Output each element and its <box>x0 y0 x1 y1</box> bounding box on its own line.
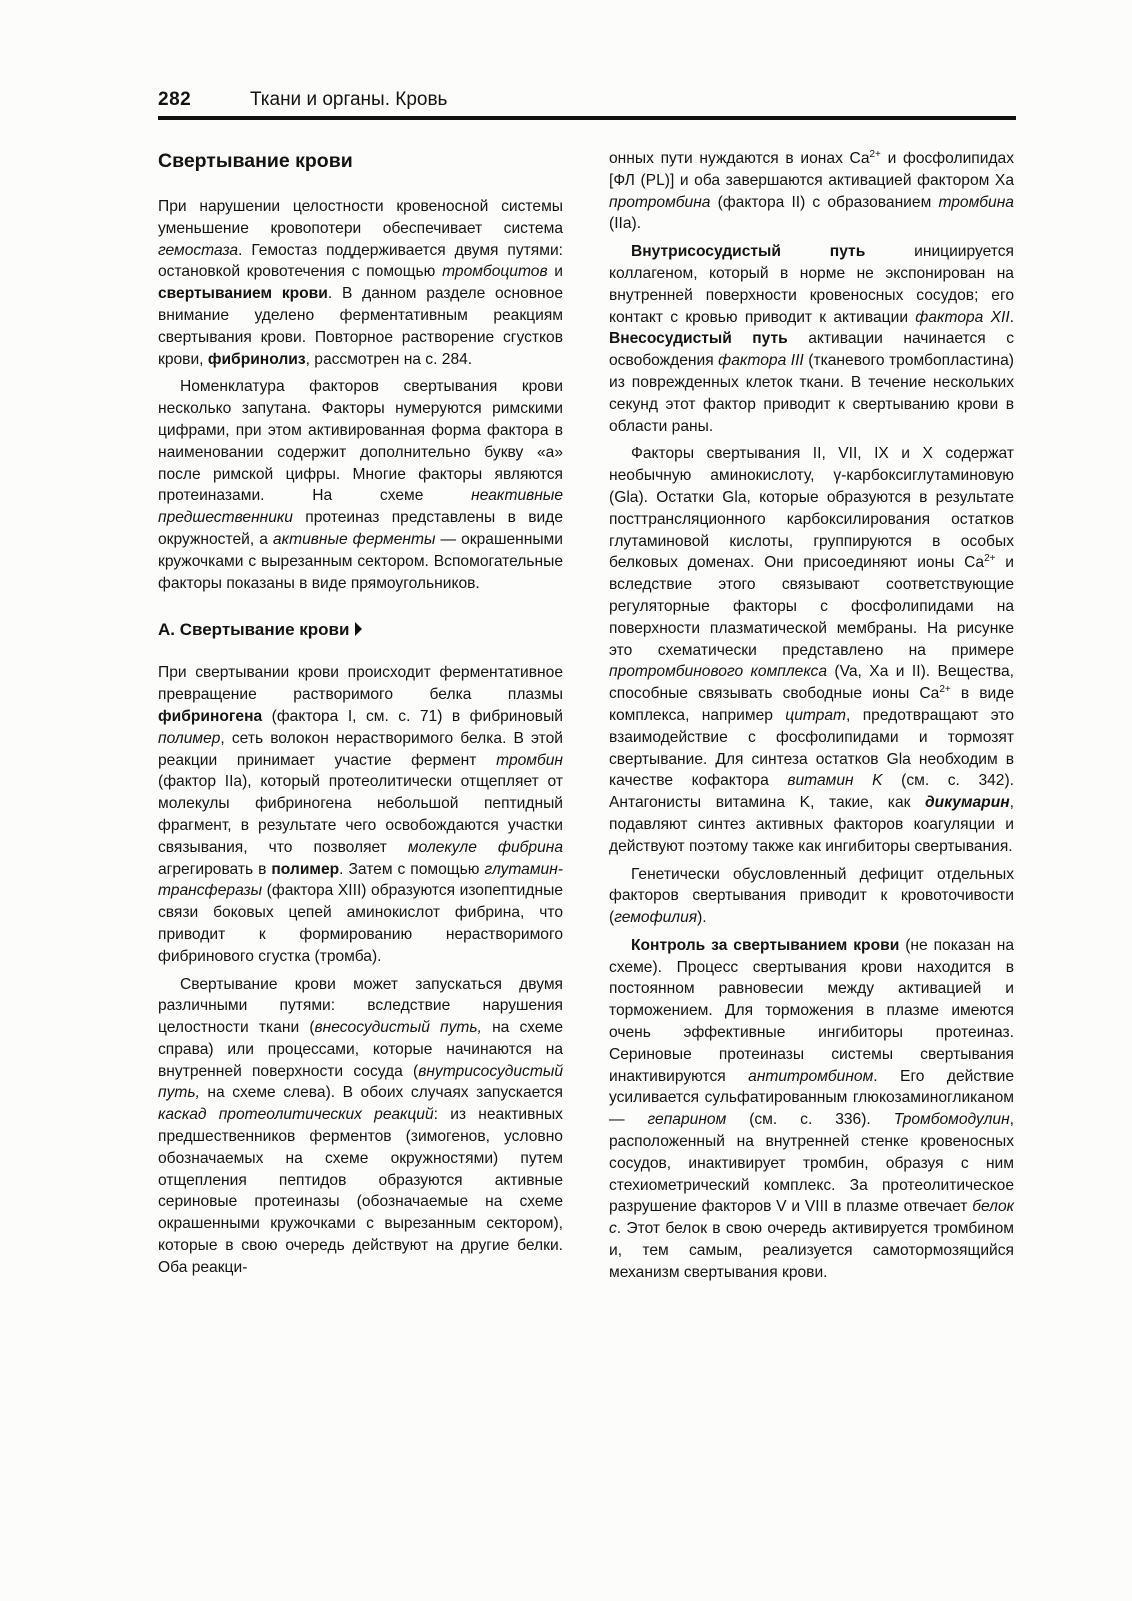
text-run: полимер <box>271 860 340 878</box>
section-heading <box>158 148 563 174</box>
text-run: гепарином <box>647 1111 727 1129</box>
text-run: Факторы свертывания II, VII, IX и X содержат необычную аминокислоту, γ-карбоксиглутаминовую (Gla). Остатки Gla, которые образуются в результате посттрансляционного карбоксилирования остатков глутаминовой кислоты, группируются в особых белковых доменах. Они присоединяют ионы Ca <box>609 445 1014 572</box>
paragraph <box>158 974 563 1279</box>
text-run: При свертывании крови происходит ферментативное превращение растворимого белка плазмы <box>158 664 563 704</box>
text-run: (Va, Xa и II). Вещества, способные связывать свободные ионы Ca <box>609 663 1014 703</box>
text-run: в виде комплекса, например <box>609 685 1014 724</box>
text-run: на схеме слева). В обоих случаях запускается <box>199 1084 563 1102</box>
text-run: , предотвращают это взаимодействие с фосфолипидами и тормозят свертывание. Для синтеза остатков Gla необходим в качестве кофактора <box>609 706 1014 790</box>
text-run: фактора III <box>718 352 804 370</box>
text-run: внутрисосудистый путь, <box>158 1062 563 1102</box>
left-column <box>158 148 563 1279</box>
paragraph <box>158 662 563 967</box>
text-run: , расположенный на внутренней стенке кровеносных сосудов, инактивирует тромбин, образуя с ним стехиометрический комплекс. За протеолитическое разрушение факторов V и VIII в плазме отвечает <box>609 1111 1014 1216</box>
text-run: фактора XII <box>915 308 1010 326</box>
text-run: дикумарин <box>925 794 1010 812</box>
text-run: агрегировать в <box>158 860 272 878</box>
text-run: . Гемостаз поддерживается двумя путями: остановкой кровотечения с помощью <box>158 241 563 281</box>
text-run: . Его действие усиливается сульфатированным глюкозаминогликаном — <box>609 1067 1014 1129</box>
section-heading <box>158 618 563 642</box>
text-run: (IIa). <box>609 215 642 233</box>
text-run: и фосфолипидах [ФЛ (PL)] и оба завершаются активацией фактором Xa <box>609 150 1014 189</box>
running-title: Ткани и органы. Кровь <box>250 89 448 110</box>
text-run: неактивные предшественники <box>158 487 563 527</box>
text-run: — окрашенными кружочками с вырезанным сектором. Вспомогательные факторы показаны в виде прямоугольников. <box>158 530 563 592</box>
text-run: глутамин-трансферазы <box>158 860 563 900</box>
page-header <box>158 86 1016 118</box>
text-run: А. Свертывание крови <box>158 620 350 640</box>
text-run: фибриногена <box>158 707 263 725</box>
text-run: активные ферменты <box>272 530 436 548</box>
text-run: Контроль за свертыванием крови <box>631 936 900 954</box>
text-run: , подавляют синтез активных факторов коагуляции и действуют поэтому также как ингибиторы свертывания. <box>609 794 1014 855</box>
text-run: , сеть волокон нерастворимого белка. В этой реакции принимает участие фермент <box>158 729 563 769</box>
text-run: цитрат <box>785 706 847 724</box>
text-run: тромбин <box>496 751 563 769</box>
text-run: внесосудистый путь, <box>314 1019 482 1037</box>
text-run: (см. с. 336). <box>726 1111 894 1129</box>
text-run: (тканевого тромбопластина) из поврежденных клеток ткани. В течение нескольких секунд этот фактор приводит к свертыванию крови в области раны. <box>609 352 1015 435</box>
text-run: (не показан на схеме). Процесс свертывания крови находится в постоянном равновесии между активацией и торможением. Для торможения в плазме имеются очень эффективные ингибиторы протеиназ. Сериновые протеиназы системы свертывания инактивируются <box>609 936 1014 1085</box>
text-run: (см. с. 342). Антагонисты витамина K, такие, как <box>609 772 1014 812</box>
text-run: протромбина <box>609 193 711 211</box>
text-run: : из неактивных предшественников ферментов (зимогенов, условно обозначаемых на схеме окружностями) путем отщепления пептидов образуются активные сериновые протеиназы (обозначаемые на схеме окрашенными кружочками с вырезанным сектором), которые в свою очередь действуют на другие белки. Оба реакци- <box>158 1106 563 1276</box>
text-run: . <box>1009 308 1015 326</box>
text-run: , рассмотрен на с. 284. <box>305 350 473 368</box>
text-run: (фактора I, см. с. 71) в фибриновый <box>262 707 563 725</box>
text-run: . Этот белок в свою очередь активируется тромбином и, тем самым, реализуется самотормозящийся механизм свертывания крови. <box>609 1220 1014 1281</box>
paragraph <box>158 196 563 370</box>
paragraph <box>609 864 1014 929</box>
triangle-marker-icon <box>355 622 362 636</box>
text-run: . В данном разделе основное внимание уделено ферментативным реакциям свертывания крови. Повторное растворение сгустков крови, <box>158 285 564 368</box>
text-run: ). <box>697 909 707 927</box>
text-run: Генетически обусловленный дефицит отдельных факторов свертывания приводит к кровоточивости ( <box>609 865 1014 927</box>
paragraph <box>158 376 563 594</box>
text-run: фибринолиз <box>207 350 306 368</box>
text-run: витамин K <box>787 772 883 790</box>
text-run: антитромбином <box>748 1067 874 1085</box>
text-run: (фактора XIII) образуются изопептидные связи боковых цепей аминокислот фибрина, что приводит к формированию нерастворимого фибринового сгустка (тромба). <box>158 882 563 965</box>
text-run: Номенклатура факторов свертывания крови несколько запутана. Факторы нумеруются римскими цифрами, при этом активированная форма фактора в наименовании содержит дополнительно букву «а» после римской цифры. Многие факторы являются протеиназами. На схеме <box>158 378 563 505</box>
paragraph <box>609 148 1014 235</box>
text-run: полимер <box>158 729 221 747</box>
paragraph <box>609 241 1014 437</box>
superscript: 2+ <box>984 553 996 565</box>
superscript: 2+ <box>869 149 881 160</box>
text-run: гемостаза <box>158 241 239 259</box>
text-run: свертыванием крови <box>158 285 328 303</box>
text-run: каскад протеолитических реакций <box>158 1106 434 1124</box>
text-run: на схеме справа) или процессами, которые начинаются на внутренней поверхности сосуда ( <box>158 1019 563 1080</box>
text-run: (фактора II) с образованием <box>710 193 939 211</box>
text-run: тромбоцитов <box>442 263 548 281</box>
superscript: 2+ <box>939 684 951 696</box>
right-column <box>609 148 1014 1284</box>
text-run: активации начинается с освобождения <box>609 330 1015 370</box>
text-run: При нарушении целостности кровеносной системы уменьшение кровопотери обеспечивает система <box>158 198 563 237</box>
text-run: Тромбомодулин <box>893 1111 1010 1129</box>
text-run: протеиназ представлены в виде окружностей, а <box>158 509 563 548</box>
header-rule <box>158 116 1016 120</box>
text-run: онных пути нуждаются в ионах Ca <box>609 150 870 167</box>
text-run: Внутрисосудистый путь <box>631 243 866 261</box>
text-run: гемофилия <box>614 909 698 927</box>
text-run: . Затем с помощью <box>339 860 485 878</box>
text-run: тромбина <box>938 193 1014 211</box>
text-run: инициируется коллагеном, который в норме не экспонирован на внутренней поверхности кровеносных сосудов; его контакт с кровью приводит к активации <box>609 243 1015 326</box>
text-run: и <box>547 263 563 281</box>
text-run: протромбинового комплекса <box>609 663 827 681</box>
text-run: Внесосудистый путь <box>609 330 788 348</box>
text-run: Свертывание крови <box>158 150 353 172</box>
text-run: Свертывание крови может запускаться двумя различными путями: вследствие нарушения целостности ткани ( <box>158 975 563 1037</box>
text-run: белок с <box>609 1198 1014 1238</box>
text-run: (фактор IIa), который протеолитически отщепляет от молекулы фибриногена небольшой пептидный фрагмент, в результате чего освобождаются участки связывания, что позволяет <box>158 773 563 856</box>
paragraph <box>609 935 1014 1284</box>
text-run: и вследствие этого связывают соответствующие регуляторные факторы с фосфолипидами на поверхности плазматической мембраны. На рисунке это схематически представлено на примере <box>609 554 1014 659</box>
text-run: молекуле фибрина <box>407 838 563 856</box>
page-number: 282 <box>158 89 192 110</box>
paragraph <box>609 443 1014 857</box>
